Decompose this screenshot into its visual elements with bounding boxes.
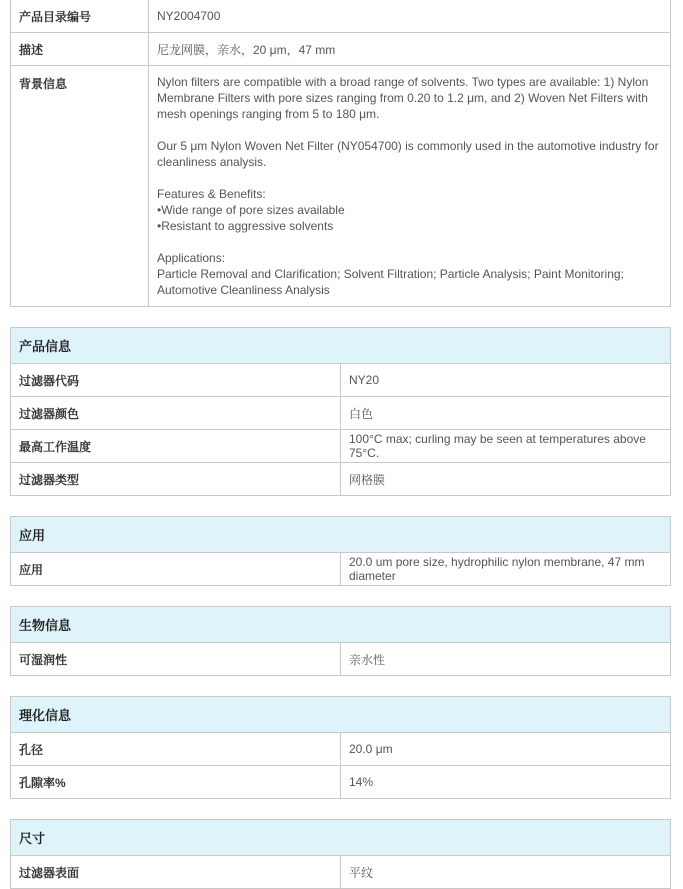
applications-title: Applications: <box>157 251 226 265</box>
table-row <box>11 397 671 430</box>
catalog-number-row <box>11 0 671 33</box>
background-row <box>11 66 671 307</box>
pore-size-value: 20.0 μm <box>341 733 671 766</box>
wettability-label: 可湿润性 <box>11 643 341 676</box>
filter-type-label: 过滤器类型 <box>11 463 341 496</box>
porosity-label: 孔隙率% <box>11 766 341 799</box>
background-value <box>149 66 671 307</box>
pore-size-label: 孔径 <box>11 733 341 766</box>
table-row <box>11 733 671 766</box>
wettability-value: 亲水性 <box>341 643 671 676</box>
table-row <box>11 463 671 496</box>
application-value: 20.0 um pore size, hydrophilic nylon membrane, 47 mm diameter <box>341 553 671 586</box>
table-row <box>11 643 671 676</box>
applications-text: Particle Removal and Clarification; Solvent Filtration; Particle Analysis; Paint Monitoring; Automotive Cleanliness Analysis <box>157 267 624 297</box>
filter-color-value: 白色 <box>341 397 671 430</box>
bio-info-section <box>10 606 671 676</box>
table-row <box>11 430 671 463</box>
feature-item: •Resistant to aggressive solvents <box>157 219 334 233</box>
description-label: 描述 <box>11 33 149 66</box>
section-title-bio-info: 生物信息 <box>11 607 671 643</box>
filter-surface-value: 平纹 <box>341 856 671 889</box>
max-temperature-label: 最高工作温度 <box>11 430 341 463</box>
section-title-physchem-info: 理化信息 <box>11 697 671 733</box>
dimensions-section <box>10 819 671 889</box>
description-value: 尼龙网膜，亲水，20 μm，47 mm <box>149 33 671 66</box>
filter-color-label: 过滤器颜色 <box>11 397 341 430</box>
description-row <box>11 33 671 66</box>
application-label: 应用 <box>11 553 341 586</box>
applications-block <box>157 250 662 298</box>
filter-code-value: NY20 <box>341 364 671 397</box>
table-row <box>11 553 671 586</box>
feature-item: •Wide range of pore sizes available <box>157 203 345 217</box>
section-title-product-info: 产品信息 <box>11 328 671 364</box>
product-overview-table <box>10 0 671 307</box>
table-row <box>11 364 671 397</box>
table-row <box>11 856 671 889</box>
catalog-number-value: NY2004700 <box>149 0 671 33</box>
physchem-info-section <box>10 696 671 799</box>
section-title-application: 应用 <box>11 517 671 553</box>
application-section <box>10 516 671 586</box>
table-row <box>11 766 671 799</box>
background-label: 背景信息 <box>11 66 149 307</box>
max-temperature-value: 100°C max; curling may be seen at temperatures above 75°C. <box>341 430 671 463</box>
filter-type-value: 网格膜 <box>341 463 671 496</box>
porosity-value: 14% <box>341 766 671 799</box>
features-title: Features & Benefits: <box>157 187 266 201</box>
filter-surface-label: 过滤器表面 <box>11 856 341 889</box>
features-block <box>157 186 662 234</box>
product-info-section <box>10 327 671 496</box>
background-paragraph-2: Our 5 μm Nylon Woven Net Filter (NY054700) is commonly used in the automotive industry for cleanliness analysis. <box>157 139 659 169</box>
catalog-number-label: 产品目录编号 <box>11 0 149 33</box>
background-paragraph-1: Nylon filters are compatible with a broad range of solvents. Two types are available: 1) Nylon Membrane Filters with pore sizes ranging from 0.20 to 1.2 μm, and 2) Woven Net Filters with mesh openings ranging from 5 to 180 μm. <box>157 75 649 121</box>
section-title-dimensions: 尺寸 <box>11 820 671 856</box>
filter-code-label: 过滤器代码 <box>11 364 341 397</box>
